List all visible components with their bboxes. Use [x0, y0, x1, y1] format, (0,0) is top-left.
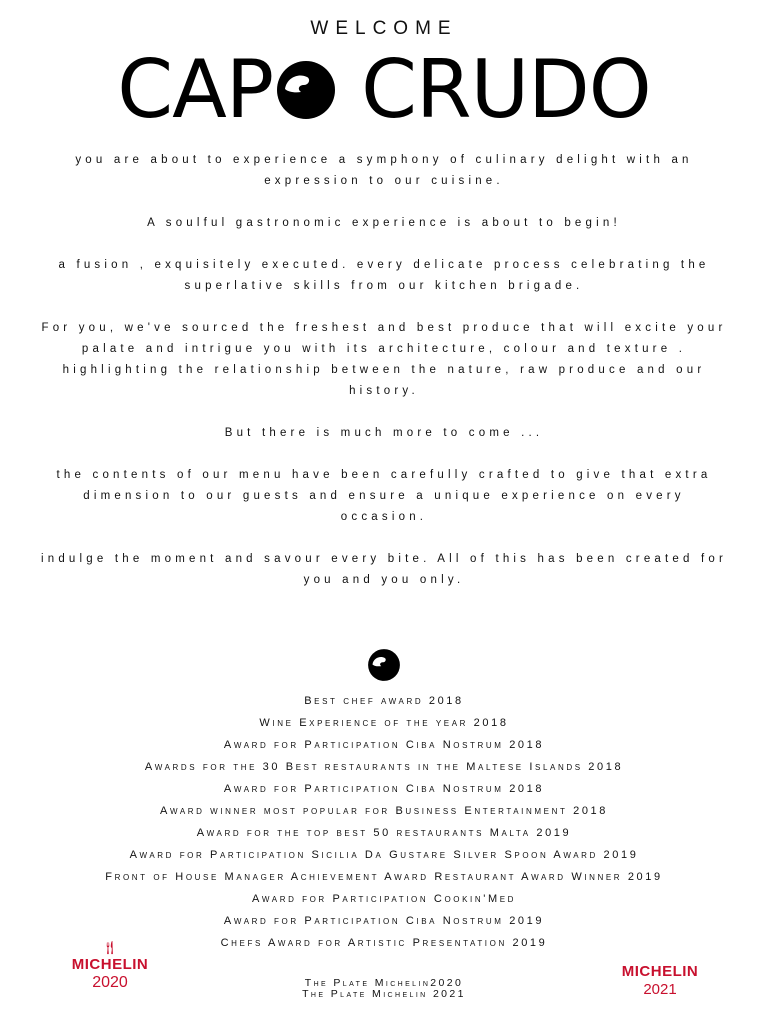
award-item: Awards for the 30 Best restaurants in the Maltese Islands 2018: [144, 761, 624, 773]
michelin-brand: MICHELIN: [621, 963, 699, 980]
divider-shell-icon: [367, 648, 401, 682]
award-item: Award for Participation Cookin'Med: [251, 893, 517, 905]
michelin-badge-2020: [60, 940, 160, 992]
intro-paragraph: But there is much more to come ...: [224, 427, 544, 439]
award-item: Award for the top best 50 restaurants Malta 2019: [196, 827, 572, 839]
intro-paragraph: For you, we've sourced the freshest and best produce that will excite your palate and intrigue you with its architecture, colour and texture . highlighting the relationship between the nature, raw produce and our history.: [41, 322, 727, 397]
michelin-brand: MICHELIN: [71, 956, 149, 973]
awards-list: [80, 690, 688, 954]
intro-paragraph: the contents of our menu have been carefully crafted to give that extra dimension to our guests and ensure a unique experience on every occasion.: [56, 469, 712, 523]
award-item: Award winner most popular for Business Entertainment 2018: [160, 805, 608, 817]
award-item: Chefs Award for Artistic Presentation 2019: [220, 937, 548, 949]
welcome-text: [40, 150, 728, 612]
award-item: Award for Participation Ciba Nostrum 2019: [223, 915, 545, 927]
award-item: Award for Participation Sicilia Da Gustare Silver Spoon Award 2019: [129, 849, 639, 861]
welcome-heading: WELCOME: [310, 18, 458, 39]
intro-paragraph: a fusion , exquisitely executed. every delicate process celebrating the superlative skills from our kitchen brigade.: [58, 259, 710, 292]
logo-text-right: CRUDO: [361, 43, 651, 136]
michelin-badge-2021: [610, 963, 710, 998]
award-item: Wine Experience of the year 2018: [259, 717, 509, 729]
award-item: Award for Participation Ciba Nostrum 2018: [223, 783, 545, 795]
michelin-year: 2021: [643, 981, 677, 998]
michelin-plate-icon: 🍴︎: [101, 940, 119, 955]
award-item: Front of House Manager Achievement Award Restaurant Award Winner 2019: [105, 871, 663, 883]
award-item: Best chef award 2018: [304, 695, 464, 707]
michelin-year: 2020: [92, 974, 128, 991]
award-item: Award for Participation Ciba Nostrum 2018: [223, 739, 545, 751]
plate-award-2021: The Plate Michelin 2021: [302, 988, 466, 1000]
logo-shell-icon: [275, 59, 337, 121]
intro-paragraph: A soulful gastronomic experience is about to begin!: [147, 217, 621, 229]
logo-text-left: CAP: [117, 43, 274, 136]
plate-award-2020: The Plate Michelin2020: [304, 977, 464, 989]
intro-paragraph: indulge the moment and savour every bite. All of this has been created for you and you only.: [40, 553, 728, 586]
restaurant-logo: [0, 43, 768, 136]
intro-paragraph: you are about to experience a symphony of culinary delight with an expression to our cuisine.: [75, 154, 693, 187]
